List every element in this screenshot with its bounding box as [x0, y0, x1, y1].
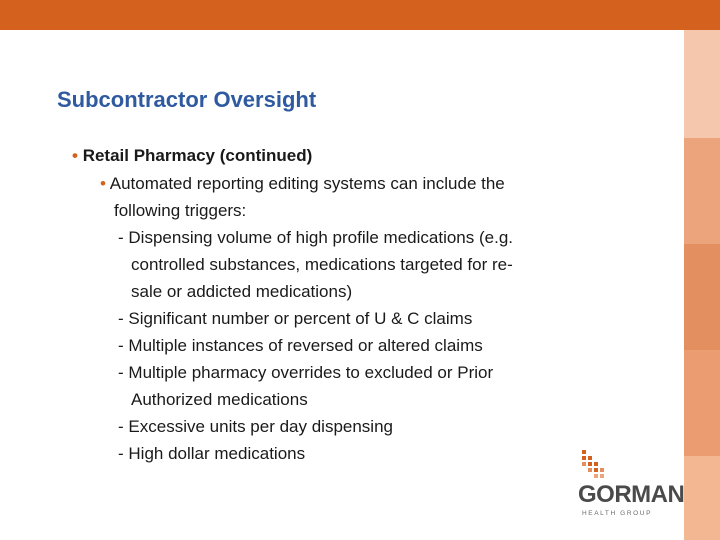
trigger-text: Excessive units per day dispensing — [128, 417, 393, 436]
company-logo — [578, 448, 685, 520]
trigger-text-continued: Authorized medications — [131, 390, 308, 409]
logo-tagline: HEALTH GROUP — [582, 510, 653, 517]
side-strip-segment — [684, 456, 720, 540]
dash-marker: - — [118, 228, 124, 247]
header-bar — [0, 0, 720, 30]
trigger-text: Multiple pharmacy overrides to excluded or Prior — [128, 363, 494, 382]
trigger-item — [118, 228, 513, 248]
dash-marker: - — [118, 336, 124, 355]
side-strip-segment — [684, 350, 720, 456]
side-decor-strip — [684, 30, 720, 540]
trigger-item — [118, 309, 472, 329]
bullet-marker: • — [100, 174, 106, 193]
trigger-text: High dollar medications — [128, 444, 306, 463]
dash-marker: - — [118, 417, 124, 436]
bullet-level-1 — [72, 146, 312, 166]
trigger-text: Dispensing volume of high profile medications (e.g. — [128, 228, 513, 247]
trigger-text-continued: sale or addicted medications) — [131, 282, 353, 301]
logo-dots-icon — [578, 448, 608, 482]
trigger-item — [118, 417, 393, 437]
trigger-item — [118, 363, 493, 383]
dash-marker: - — [118, 363, 124, 382]
bullet-marker: • — [72, 146, 78, 165]
logo-wordmark: GORMAN — [578, 481, 685, 508]
trigger-text: Significant number or percent of U & C claims — [128, 309, 473, 328]
side-strip-segment — [684, 138, 720, 244]
trigger-item — [118, 336, 483, 356]
bullet-text: Retail Pharmacy (continued) — [82, 146, 313, 165]
side-strip-segment — [684, 30, 720, 138]
trigger-item — [118, 444, 305, 464]
slide-title: Subcontractor Oversight — [57, 87, 317, 112]
bullet-text: Automated reporting editing systems can include the — [109, 174, 505, 193]
trigger-text: Multiple instances of reversed or altered claims — [128, 336, 483, 355]
bullet-level-2 — [100, 174, 505, 194]
trigger-text-continued: controlled substances, medications targeted for re- — [131, 255, 513, 274]
dash-marker: - — [118, 309, 124, 328]
side-strip-segment — [684, 244, 720, 350]
bullet-text-continued: following triggers: — [114, 201, 247, 220]
dash-marker: - — [118, 444, 124, 463]
